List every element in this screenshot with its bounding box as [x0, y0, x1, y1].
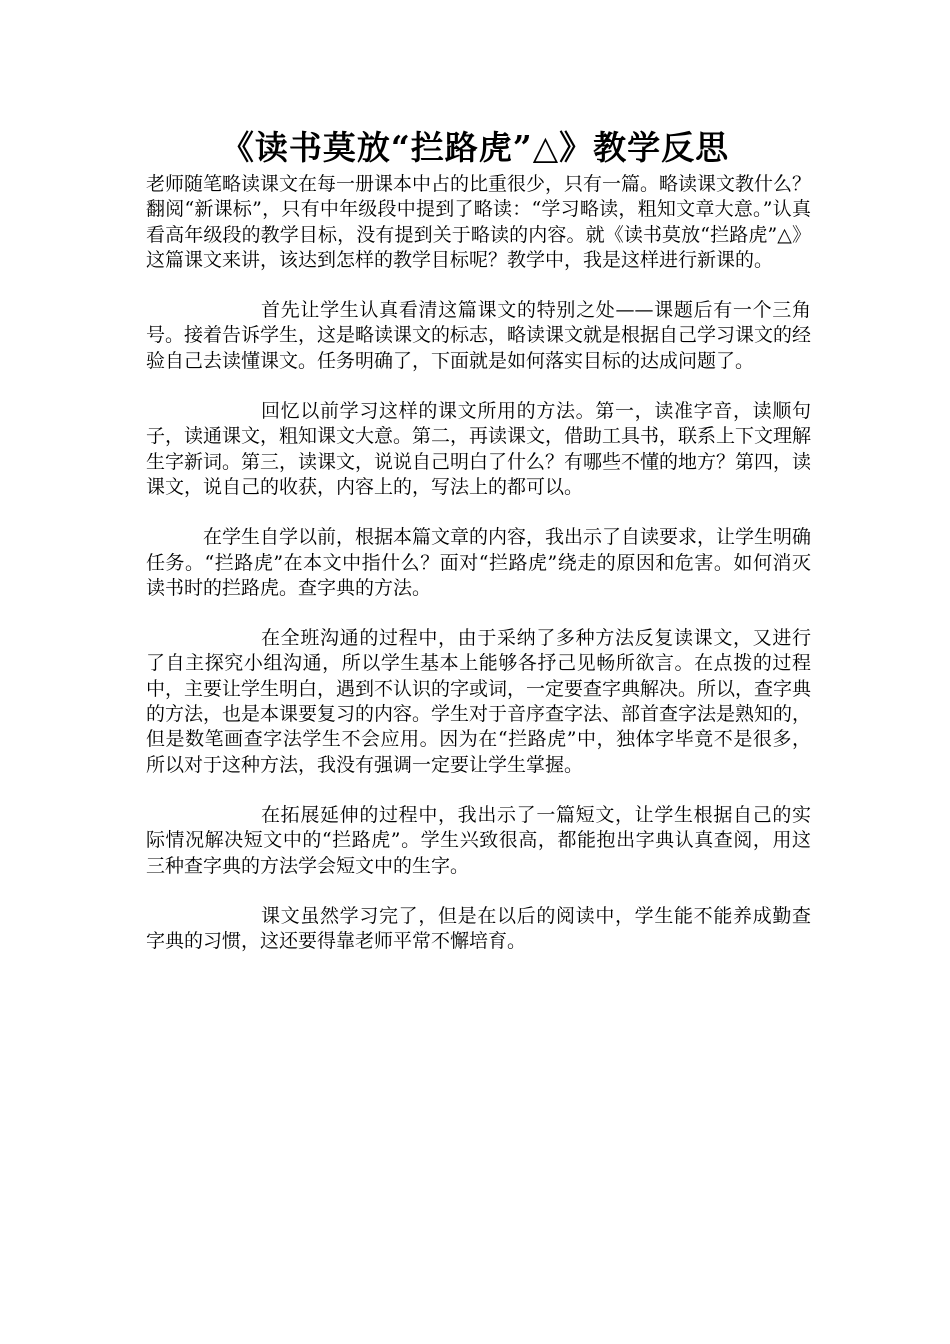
paragraph-intro: 老师随笔略读课文在每一册课本中占的比重很少，只有一篇。略读课文教什么？翻阅“新课标”，只有中年级段中提到了略读：“学习略读，粗知文章大意。”认真看高年级段的教学目标，没有提到关于略读的内容。就《读书莫放“拦路虎”△》这篇课文来讲，该达到怎样的教学目标呢？教学中，我是这样进行新课的。 — [146, 173, 812, 271]
paragraph-conclusion: 课文虽然学习完了，但是在以后的阅读中，学生能不能养成勤查字典的习惯，这还要得靠老师平常不懈培育。 — [146, 904, 811, 953]
document-body — [146, 172, 811, 979]
paragraph-self-study: 在学生自学以前，根据本篇文章的内容，我出示了自读要求，让学生明确任务。“拦路虎”在本文中指什么？面对“拦路虎”绕走的原因和危害。如何消灭读书时的拦路虎。查字典的方法。 — [146, 526, 812, 599]
document-title: 《读书莫放“拦路虎”△》教学反思 — [220, 128, 730, 167]
paragraph-extension: 在拓展延伸的过程中，我出示了一篇短文，让学生根据自己的实际情况解决短文中的“拦路虎”。学生兴致很高，都能抱出字典认真查阅，用这三种查字典的方法学会短文中的生字。 — [146, 803, 811, 877]
paragraph-methods: 回忆以前学习这样的课文所用的方法。第一，读准字音，读顺句子，读通课文，粗知课文大意。第二，再读课文，借助工具书，联系上下文理解生字新词。第三，读课文，说说自己明白了什么？有哪些不懂的地方？第四，读课文，说自己的收获，内容上的，写法上的都可以。 — [146, 400, 812, 498]
paragraph-discussion: 在全班沟通的过程中，由于采纳了多种方法反复读课文，又进行了自主探究小组沟通，所以学生基本上能够各抒己见畅所欲言。在点拨的过程中，主要让学生明白，遇到不认识的字或词，一定要查字典解决。所以，查字典的方法，也是本课要复习的内容。学生对于音序查字法、部首查字法是熟知的，但是数笔画查字法学生不会应用。因为在“拦路虎”中，独体字毕竟不是很多，所以对于这种方法，我没有强调一定要让学生掌握。 — [146, 627, 812, 776]
paragraph-task: 首先让学生认真看清这篇课文的特别之处——课题后有一个三角号。接着告诉学生，这是略读课文的标志，略读课文就是根据自己学习课文的经验自己去读懂课文。任务明确了，下面就是如何落实目标的达成问题了。 — [146, 299, 812, 372]
